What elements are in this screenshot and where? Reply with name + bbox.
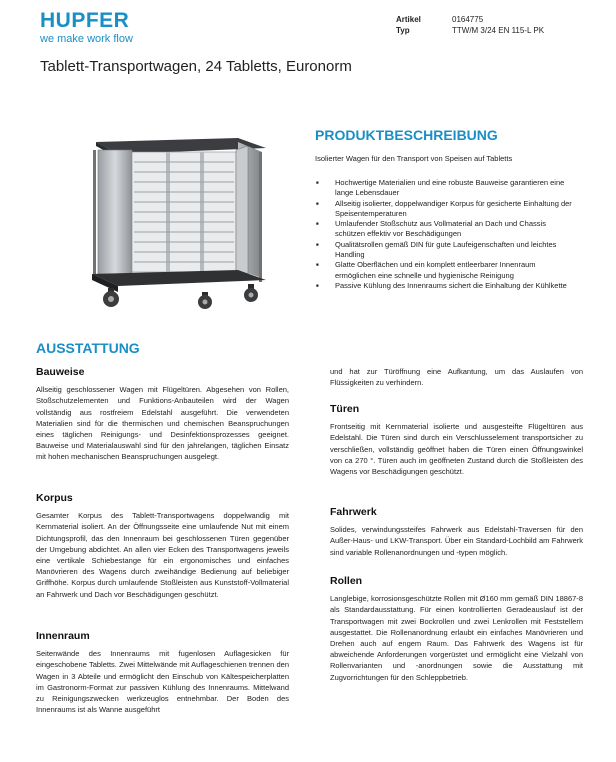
company-logo bbox=[40, 10, 133, 45]
meta-row-type bbox=[396, 25, 544, 36]
section-heading: Innenraum bbox=[36, 630, 90, 642]
section-heading: Korpus bbox=[36, 492, 73, 504]
logo-tagline: we make work flow bbox=[40, 33, 133, 45]
section-text: Gesamter Korpus des Tablett-Transportwagens doppelwandig mit Kernmaterial isoliert. An der Öffnungsseite eine umlaufende Nut mit einem Dichtungsprofil, das den Innenraum bei geschlossenen Türen gegenüber der Umgebung abdichtet. An allen vier Ecken des Transportwagens jeweils eine vertikale Schiebestange für ein ergonomisches und einfaches Manövrieren des Wagens durch zweihändige Bedienung auf beliebiger Griffhöhe. Korpus durch umlaufende Stoßleisten aus Kunststoff-Vollmaterial an Fahrwerk und Dach vor Beschädigungen geschützt. bbox=[36, 511, 289, 599]
feature-item: ■ Glatte Oberflächen und ein komplett entleerbarer Innenraum ermöglichen eine schnelle und hygienische Reinigung bbox=[315, 260, 577, 281]
section-bauweise bbox=[36, 367, 289, 463]
section-korpus bbox=[36, 493, 289, 600]
section-innenraum bbox=[36, 631, 289, 715]
feature-item: ■ Hochwertige Materialien und eine robuste Bauweise garantieren eine lange Lebensdauer bbox=[315, 178, 577, 199]
meta-row-article bbox=[396, 14, 544, 25]
meta-value: 0164775 bbox=[452, 15, 484, 24]
section-tueren bbox=[330, 404, 583, 477]
feature-item: ■ Allseitig isolierter, doppelwandiger Korpus für gesicherte Einhaltung der Speisentemperaturen bbox=[315, 199, 577, 220]
section-text: Frontseitig mit Kernmaterial isolierte und ausgesteifte Flügeltüren aus Edelstahl. Die Türen sind durch ein Verschlusselement transportsicher zu verschließen, vollständig geöffnet haben die Türen einen Öffnungswinkel von ca 270 °. Türen auch im geöffneten Zustand durch die Stoßleisten des Wagens vor Beschädigungen geschützt. bbox=[330, 422, 583, 477]
section-text: Allseitig geschlossener Wagen mit Flügeltüren. Abgesehen von Rollen, Stoßschutzelementen und Funktions-Anbauteilen wird der Wagen vollständig aus rostfreiem Edelstahl ausgeführt. Die verwendeten Materialien sind für die thermischen und chemischen Beanspruchungen eines täglichen Reinigungs- und Desinfektionsprozesses geeignet. Bauweise und Materialauswahl sind für den jahrelangen, täglichen Einsatz mit hohen mechanischen Beanspruchungen ausgelegt. bbox=[36, 385, 289, 462]
meta-key: Artikel bbox=[396, 15, 421, 24]
section-heading: Fahrwerk bbox=[330, 506, 377, 518]
section-text: Seitenwände des Innenraums mit fugenlosen Auflagesicken für eingeschobene Tabletts. Zwei Mittelwände mit Auflageschienen trennen den Wagen in 3 Abteile und ermöglicht den Einschub von Kältespeicherplatten im Gastronorm-Format zur passiven Kühlung des Innenraums. Mittelwand zu Reinigungszwecken werkzeuglos entnehmbar. Der Boden des Innenraums ist als Wanne ausgeführt bbox=[36, 649, 289, 715]
section-text: Langlebige, korrosionsgeschützte Rollen mit Ø160 mm gemäß DIN 18867-8 als Standardausstattung. Für einen kontrollierten Geradeauslauf ist der Transportwagen mit zwei Bockrollen und zwei Lenkrollen mit Feststellern ausgestattet. Die Rollenanordnung erlaubt ein einfaches Manövrieren und Drehen auch auf engem Raum. Das Fahrwerk des Wagens ist für abweichende Anforderungen vorgerüstet und ermöglicht eine Vielzahl von Rollenvarianten und -anordnungen sowie die Ausstattung mit Zugvorrichtungen für den Schleppbetrieb. bbox=[330, 594, 583, 682]
article-meta bbox=[396, 14, 544, 36]
product-description-intro: Isolierter Wagen für den Transport von Speisen auf Tabletts bbox=[315, 154, 513, 163]
section-heading: Bauweise bbox=[36, 366, 85, 378]
section-heading: Türen bbox=[330, 403, 360, 415]
innenraum-continuation: und hat zur Türöffnung eine Aufkantung, um das Auslaufen von Flüssigkeiten zu verhindern. bbox=[330, 367, 583, 388]
trolley-illustration bbox=[88, 134, 268, 310]
section-rollen bbox=[330, 576, 583, 683]
feature-item: ■ Passive Kühlung des Innenraums sichert die Einhaltung der Kühlkette bbox=[315, 281, 577, 291]
meta-value: TTW/M 3/24 EN 115-L PK bbox=[452, 26, 545, 35]
logo-wordmark: HUPFER bbox=[40, 9, 130, 32]
feature-item: ■ Umlaufender Stoßschutz aus Vollmaterial an Dach und Chassis schützen effektiv vor Beschädigungen bbox=[315, 219, 577, 240]
section-heading: Rollen bbox=[330, 575, 363, 587]
equipment-heading: AUSSTATTUNG bbox=[36, 340, 140, 356]
feature-item: ■ Qualitätsrollen gemäß DIN für gute Laufeigenschaften und leichtes Handling bbox=[315, 240, 577, 261]
section-fahrwerk bbox=[330, 507, 583, 558]
product-image bbox=[88, 134, 268, 310]
meta-key: Typ bbox=[396, 26, 410, 35]
section-text: Solides, verwindungssteifes Fahrwerk aus Edelstahl-Traversen für den Außer-Haus- und LKW-Transport. Über ein Standard-Lochbild am Fahrwerk sind variable Rollenanordnungen und -typen möglich. bbox=[330, 525, 583, 557]
product-description-heading: PRODUKTBESCHREIBUNG bbox=[315, 127, 498, 143]
page-title: Tablett-Transportwagen, 24 Tabletts, Euronorm bbox=[40, 58, 352, 75]
feature-list bbox=[315, 178, 577, 291]
